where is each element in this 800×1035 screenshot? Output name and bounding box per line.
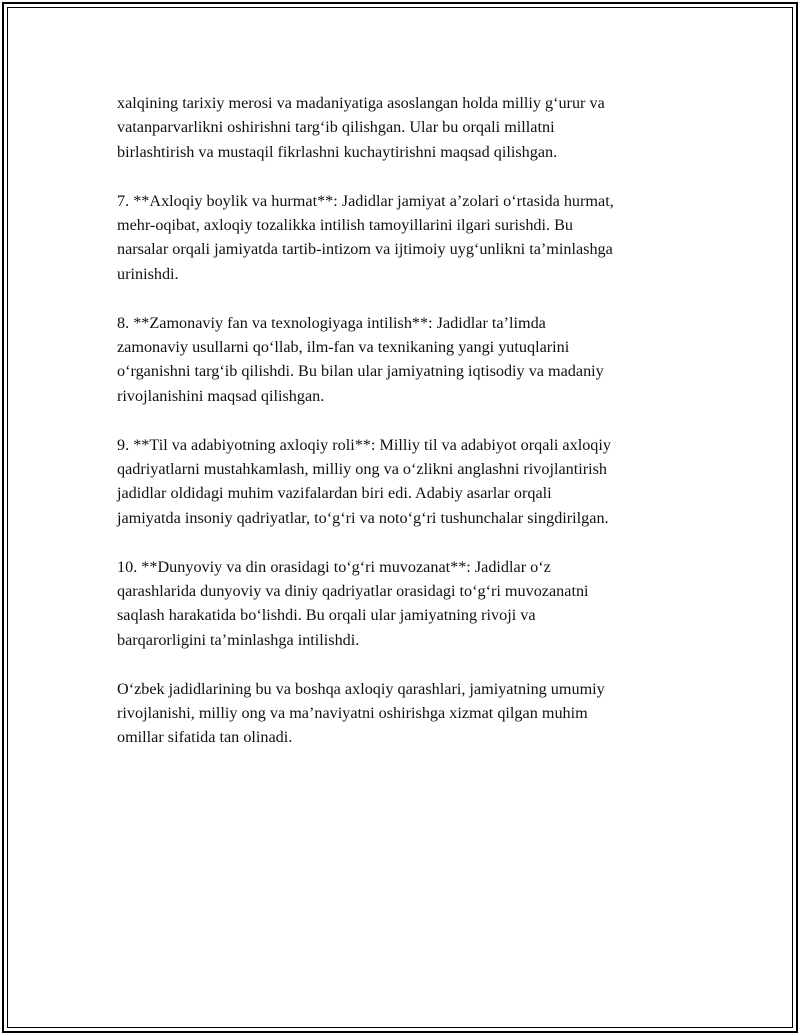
paragraph-conclusion [117, 677, 697, 750]
paragraph-item-9 [117, 433, 697, 531]
text-line: rivojlanishi, milliy ong va ma’naviyatni oshirishga xizmat qilgan muhim [117, 704, 588, 723]
text-line: jamiyatda insoniy qadriyatlar, to‘g‘ri va noto‘g‘ri tushunchalar singdirilgan. [117, 508, 609, 527]
text-line: saqlash harakatida bo‘lishdi. Bu orqali ular jamiyatning rivoji va [117, 606, 536, 625]
text-line: jadidlar oldidagi muhim vazifalardan biri edi. Adabiy asarlar orqali [117, 484, 552, 503]
text-line: omillar sifatida tan olinadi. [117, 728, 293, 747]
text-line: birlashtirish va mustaqil fikrlashni kuchaytirishni maqsad qilishgan. [117, 142, 558, 161]
paragraph-intro-continuation [117, 91, 697, 164]
text-line: narsalar orqali jamiyatda tartib-intizom va ijtimoiy uyg‘unlikni ta’minlashga [117, 240, 613, 259]
document-body [117, 91, 697, 774]
paragraph-item-8 [117, 311, 697, 409]
text-line: barqarorligini ta’minlashga intilishdi. [117, 630, 360, 649]
text-line: zamonaviy usullarni qo‘llab, ilm-fan va texnikaning yangi yutuqlarini [117, 338, 570, 357]
text-line: qarashlarida dunyoviy va diniy qadriyatlar orasidagi to‘g‘ri muvozanatni [117, 582, 589, 601]
text-line: qadriyatlarni mustahkamlash, milliy ong va o‘zlikni anglashni rivojlantirish [117, 460, 608, 479]
text-line: mehr-oqibat, axloqiy tozalikka intilish tamoyillarini ilgari surishdi. Bu [117, 216, 574, 235]
text-line: xalqining tarixiy merosi va madaniyatiga asoslangan holda milliy g‘urur va [117, 94, 605, 112]
paragraph-item-7 [117, 189, 697, 287]
text-line: 8. **Zamonaviy fan va texnologiyaga intilish**: Jadidlar ta’limda [117, 313, 546, 332]
text-line: urinishdi. [117, 264, 179, 283]
text-line: 7. **Axloqiy boylik va hurmat**: Jadidlar jamiyat a’zolari o‘rtasida hurmat, [117, 191, 614, 210]
text-line: O‘zbek jadidlarining bu va boshqa axloqiy qarashlari, jamiyatning umumiy [117, 679, 605, 698]
text-line: 10. **Dunyoviy va din orasidagi to‘g‘ri muvozanat**: Jadidlar o‘z [117, 557, 551, 576]
paragraph-item-10 [117, 555, 697, 653]
text-line: 9. **Til va adabiyotning axloqiy roli**: Milliy til va adabiyot orqali axloqiy [117, 435, 611, 454]
text-line: rivojlanishini maqsad qilishgan. [117, 386, 325, 405]
text-line: o‘rganishni targ‘ib qilishdi. Bu bilan ular jamiyatning iqtisodiy va madaniy [117, 362, 604, 381]
text-line: vatanparvarlikni oshirishni targ‘ib qilishgan. Ular bu orqali millatni [117, 118, 555, 137]
